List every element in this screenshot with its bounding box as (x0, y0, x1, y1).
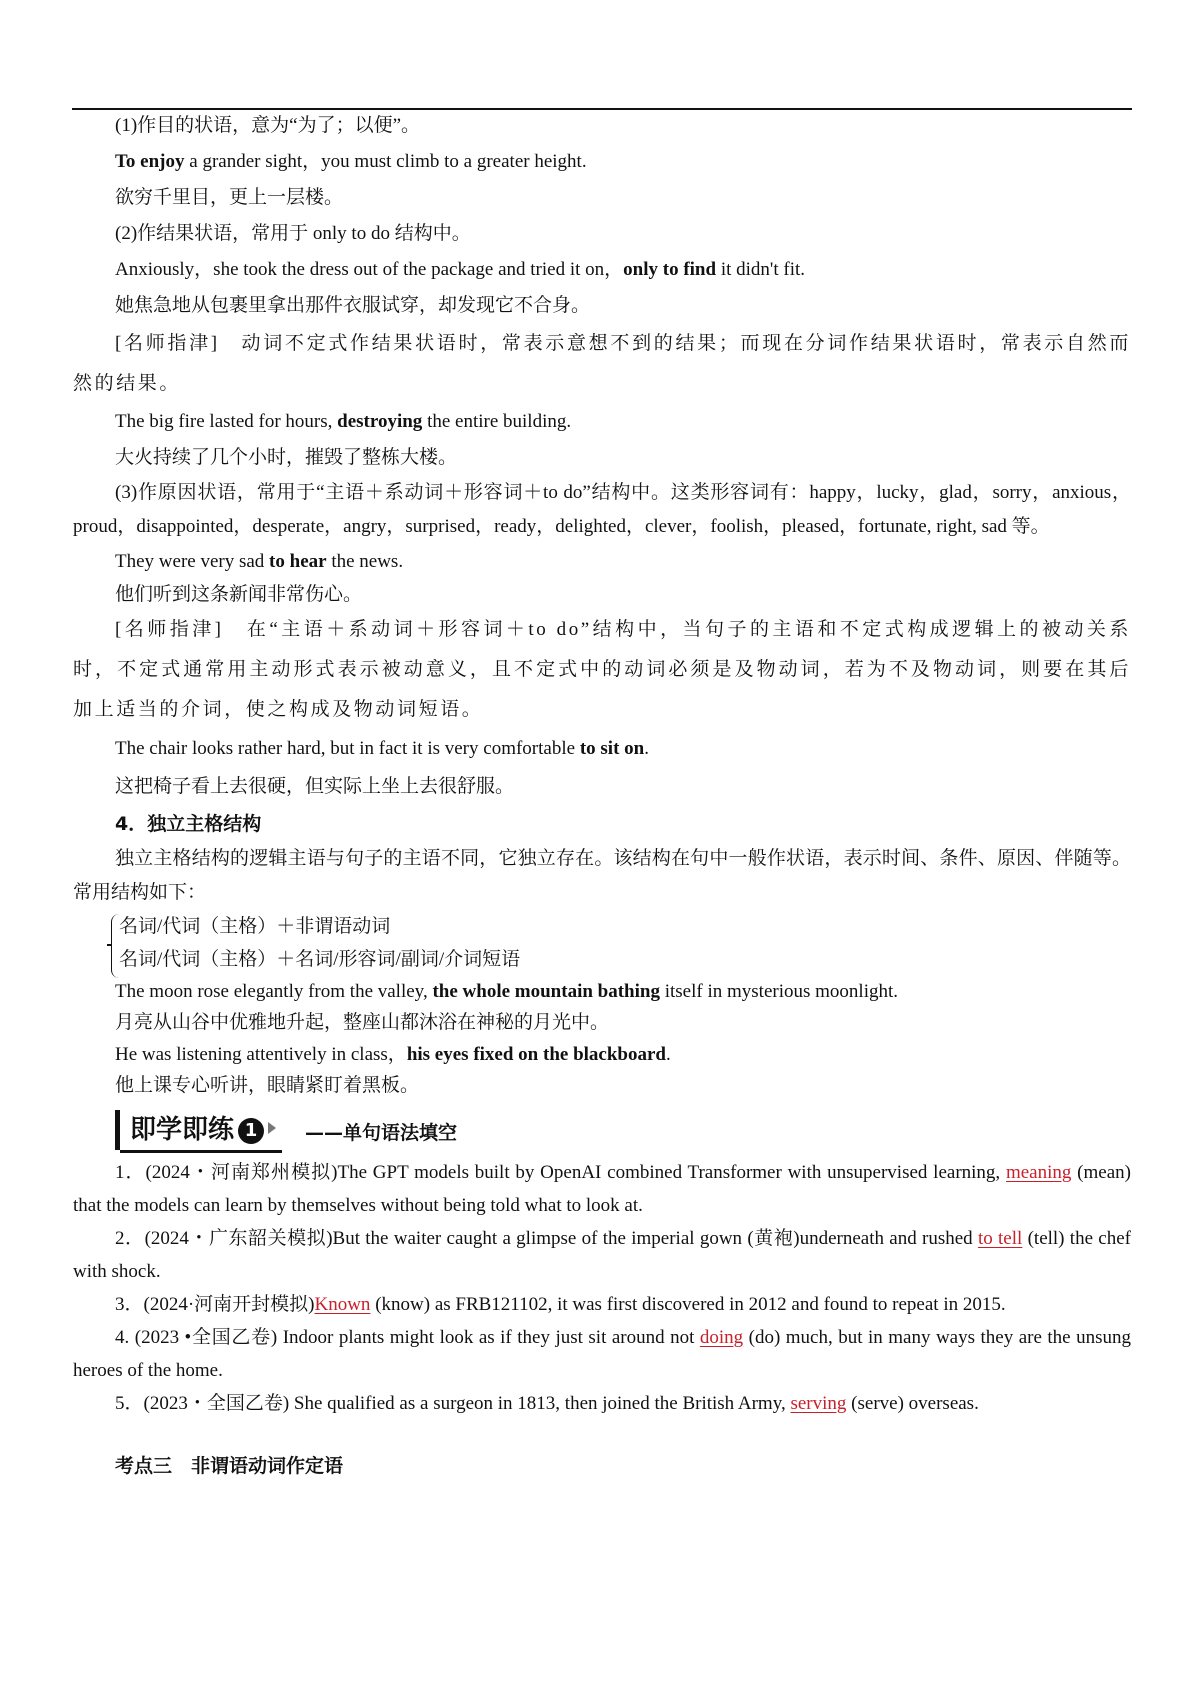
brace-icon (111, 914, 120, 978)
structure-line: 名词/代词（主格）＋名词/形容词/副词/介词短语 (119, 949, 521, 970)
point-4-heading: 4．独立主格结构 (115, 813, 262, 835)
example-text: Anxiously，she took the dress out of the package and tried it on， (115, 259, 624, 280)
example-text: They were very sad (115, 551, 270, 572)
point-2-heading: (2)作结果状语，常用于 only to do 结构中。 (115, 223, 471, 244)
question-text: (mean) that the models can learn by themselves without being told what to look at. (73, 1162, 1131, 1216)
question-text: 1．(2024・河南郑州模拟)The GPT models built by OpenAI combined Transformer with unsupervised learning, (115, 1162, 1006, 1183)
example-sentence (73, 544, 1131, 580)
example-translation: 她焦急地从包裹里拿出那件衣服试穿，却发现它不合身。 (115, 295, 591, 316)
practice-banner (73, 1106, 1131, 1156)
question-text: (know) as FRB121102, it was first discovered in 2012 and found to repeat in 2015. (370, 1294, 1006, 1315)
example-translation: 他们听到这条新闻非常伤心。 (115, 584, 363, 605)
bold-phrase: to hear (269, 551, 327, 572)
example-text: itself in mysterious moonlight. (659, 981, 899, 1002)
example-sentence (73, 144, 1131, 180)
bold-phrase: to sit on (579, 738, 645, 759)
banner-title-text: 即学即练 (130, 1115, 235, 1145)
exercise-item (73, 1222, 1131, 1288)
question-text: 2．(2024・广东韶关模拟)But the waiter caught a glimpse of the imperial gown (黄袍)underneath and rushed (115, 1228, 978, 1249)
exercise-item (73, 1387, 1131, 1420)
example-text: He was listening attentively in class， (115, 1044, 407, 1065)
example-sentence (73, 252, 1131, 288)
practice-banner-title (115, 1110, 282, 1150)
answer-text: doing (699, 1327, 744, 1348)
example-translation: 月亮从山谷中优雅地升起，整座山都沐浴在神秘的月光中。 (115, 1012, 610, 1033)
bold-phrase: only to find (623, 259, 717, 280)
example-text: The chair looks rather hard, but in fact it is very comfortable (115, 738, 580, 759)
answer-text: meaning (1005, 1162, 1072, 1183)
point-4-description: 独立主格结构的逻辑主语与句子的主语不同，它独立存在。该结构在句中一般作状语，表示时间、条件、原因、伴随等。常用结构如下： (73, 848, 1131, 903)
bold-phrase: destroying (337, 411, 423, 432)
section-heading: 考点三 非谓语动词作定语 (115, 1455, 344, 1477)
number-circle-icon: 1 (238, 1118, 264, 1144)
bold-phrase: his eyes fixed on the blackboard (406, 1044, 666, 1065)
bold-phrase: the whole mountain bathing (432, 981, 660, 1002)
document-body (73, 108, 1131, 1484)
example-text: a grander sight，you must climb to a greater height. (184, 151, 587, 172)
example-translation: 他上课专心听讲，眼睛紧盯着黑板。 (115, 1075, 420, 1096)
question-text: 4. (2023 •全国乙卷) Indoor plants might look as if they just sit around not (115, 1327, 700, 1348)
brace-tip-icon (107, 944, 112, 946)
structure-brace (73, 910, 1131, 976)
example-text: . (644, 738, 649, 759)
practice-banner-subtitle: ——单句语法填空 (305, 1122, 458, 1144)
question-text: 3．(2024·河南开封模拟) (115, 1294, 315, 1315)
example-text: the entire building. (422, 411, 572, 432)
answer-text: serving (790, 1393, 847, 1414)
play-arrow-icon (268, 1122, 276, 1134)
example-sentence (73, 404, 1131, 440)
example-text: The moon rose elegantly from the valley, (115, 981, 433, 1002)
question-text: (tell) the chef with shock. (73, 1228, 1131, 1282)
structure-line: 名词/代词（主格）＋非谓语动词 (119, 916, 391, 937)
question-text: (do) much, but in many ways they are the unsung heroes of the home. (73, 1327, 1131, 1381)
example-sentence (73, 730, 1131, 768)
question-text: 5．(2023・全国乙卷) She qualified as a surgeon in 1813, then joined the British Army, (115, 1393, 791, 1414)
example-text: The big fire lasted for hours, (115, 411, 338, 432)
exercise-item (73, 1156, 1131, 1222)
question-text: (serve) overseas. (846, 1393, 979, 1414)
example-text: the news. (326, 551, 404, 572)
answer-text: to tell (977, 1228, 1023, 1249)
bold-phrase: To enjoy (115, 151, 185, 172)
example-text: . (665, 1044, 671, 1065)
point-3-heading: (3)作原因状语，常用于“主语＋系动词＋形容词＋to do”结构中。这类形容词有：happy，lucky，glad，sorry，anxious，proud，disappointed，desperate，angry，surprised，ready，delighted，clever，foolish，pleased，fortunate, right, sad 等。 (73, 482, 1131, 537)
example-sentence (73, 1038, 1131, 1072)
answer-text: Known (314, 1294, 371, 1315)
teacher-tip: [名师指津] 在“主语＋系动词＋形容词＋to do”结构中，当句子的主语和不定式构成逻辑上的被动关系时，不定式通常用主动形式表示被动意义，且不定式中的动词必须是及物动词，若为不及物动词，则要在其后加上适当的介词，使之构成及物动词短语。 (73, 619, 1131, 720)
example-translation: 欲穷千里目，更上一层楼。 (115, 187, 344, 208)
exercise-item (73, 1288, 1131, 1321)
teacher-tip: [名师指津] 动词不定式作结果状语时，常表示意想不到的结果；而现在分词作结果状语时，常表示自然而然的结果。 (73, 333, 1131, 394)
point-1-heading: (1)作目的状语，意为“为了；以便”。 (115, 115, 421, 136)
exercise-item (73, 1321, 1131, 1387)
example-text: it didn't fit. (716, 259, 806, 280)
example-sentence (73, 976, 1131, 1007)
example-translation: 这把椅子看上去很硬，但实际上坐上去很舒服。 (115, 776, 515, 797)
example-translation: 大火持续了几个小时，摧毁了整栋大楼。 (115, 447, 458, 468)
